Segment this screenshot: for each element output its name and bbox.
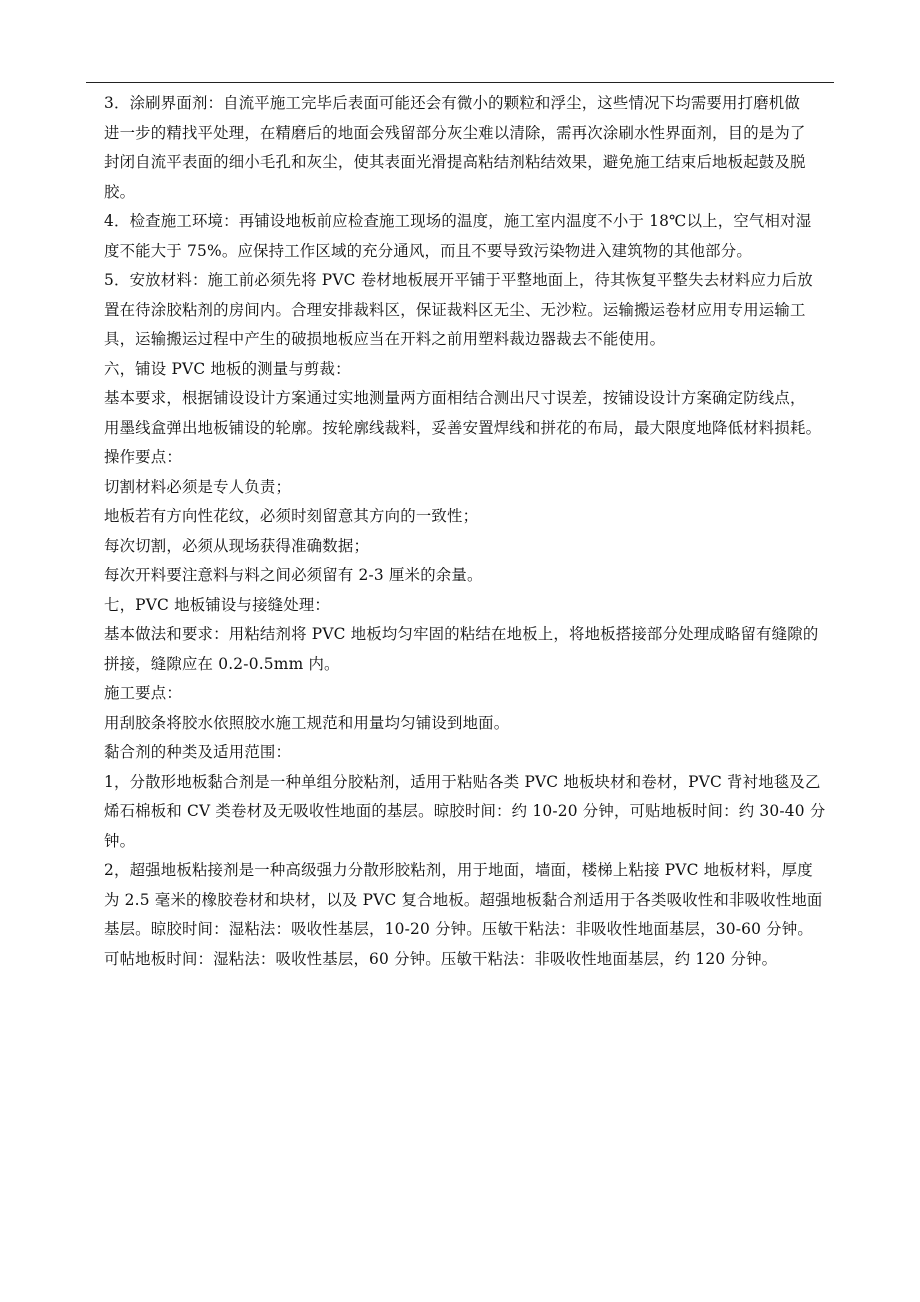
text-line: 钟。 (104, 831, 136, 850)
subheading: 施工要点： (104, 684, 182, 702)
text-line: 烯石棉板和 CV 类卷材及无吸收性地面的基层。晾胶时间：约 10-20 分钟，可贴地板时间：约 30-40 分 (104, 802, 826, 820)
text-line: 2，超强地板粘接剂是一种高级强力分散形胶粘剂，用于地面，墙面，楼梯上粘接 PVC 地板材料，厚度 (104, 861, 813, 879)
section-heading: 六，铺设 PVC 地板的测量与剪裁： (104, 359, 351, 378)
text-line: 基本要求，根据铺设设计方案通过实地测量两方面相结合测出尺寸误差，按铺设设计方案确定防线点， (104, 389, 806, 407)
document-body (104, 89, 834, 974)
header-rule (86, 82, 834, 83)
text-line: 用刮胶条将胶水依照胶水施工规范和用量均匀铺设到地面。 (104, 713, 510, 732)
text-line: 5．安放材料：施工前必须先将 PVC 卷材地板展开平铺于平整地面上，待其恢复平整失去材料应力后放 (104, 271, 813, 289)
text-line: 具，运输搬运过程中产生的破损地板应当在开料之前用塑料裁边器裁去不能使用。 (104, 330, 666, 348)
text-line: 封闭自流平表面的细小毛孔和灰尘，使其表面光滑提高粘结剂粘结效果，避免施工结束后地板起鼓及脱 (104, 153, 806, 171)
text-line: 切割材料必须是专人负责； (104, 477, 292, 496)
text-line: 基层。晾胶时间：湿粘法：吸收性基层，10-20 分钟。压敏干粘法：非吸收性地面基层，30-60 分钟。 (104, 920, 813, 938)
text-line: 1，分散形地板黏合剂是一种单组分胶粘剂，适用于粘贴各类 PVC 地板块材和卷材，PVC 背衬地毯及乙 (104, 772, 821, 791)
subheading: 操作要点： (104, 448, 182, 466)
text-line: 可帖地板时间：湿粘法：吸收性基层，60 分钟。压敏干粘法：非吸收性地面基层，约 120 分钟。 (104, 949, 778, 968)
text-line: 为 2.5 毫米的橡胶卷材和块材，以及 PVC 复合地板。超强地板黏合剂适用于各类吸收性和非吸收性地面 (104, 890, 823, 909)
section-heading: 七，PVC 地板铺设与接缝处理： (104, 595, 331, 614)
text-line: 用墨线盒弹出地板铺设的轮廓。按轮廓线裁料，妥善安置焊线和拼花的布局，最大限度地降低材料损耗。 (104, 418, 822, 437)
text-line: 胶。 (104, 182, 136, 201)
text-line: 地板若有方向性花纹，必须时刻留意其方向的一致性； (104, 507, 479, 525)
text-line: 3．涂刷界面剂：自流平施工完毕后表面可能还会有微小的颗粒和浮尘，这些情况下均需要用打磨机做 (104, 94, 800, 112)
subheading: 黏合剂的种类及适用范围： (104, 743, 292, 761)
text-line: 进一步的精找平处理，在精磨后的地面会残留部分灰尘难以清除，需再次涂刷水性界面剂，目的是为了 (104, 123, 806, 142)
text-line: 每次切割，必须从现场获得准确数据； (104, 536, 370, 555)
text-line: 4．检查施工环境：再铺设地板前应检查施工现场的温度，施工室内温度不小于 18℃以上，空气相对湿 (104, 212, 812, 230)
text-line: 拼接，缝隙应在 0.2-0.5mm 内。 (104, 654, 340, 673)
text-line: 置在待涂胶粘剂的房间内。合理安排裁料区，保证裁料区无尘、无沙粒。运输搬运卷材应用专用运输工 (104, 300, 806, 319)
text-line: 每次开料要注意料与料之间必须留有 2-3 厘米的余量。 (104, 566, 483, 584)
text-line: 度不能大于 75%。应保持工作区域的充分通风，而且不要导致污染物进入建筑物的其他部分。 (104, 241, 752, 260)
text-line: 基本做法和要求：用粘结剂将 PVC 地板均匀牢固的粘结在地板上，将地板搭接部分处理成略留有缝隙的 (104, 625, 819, 643)
